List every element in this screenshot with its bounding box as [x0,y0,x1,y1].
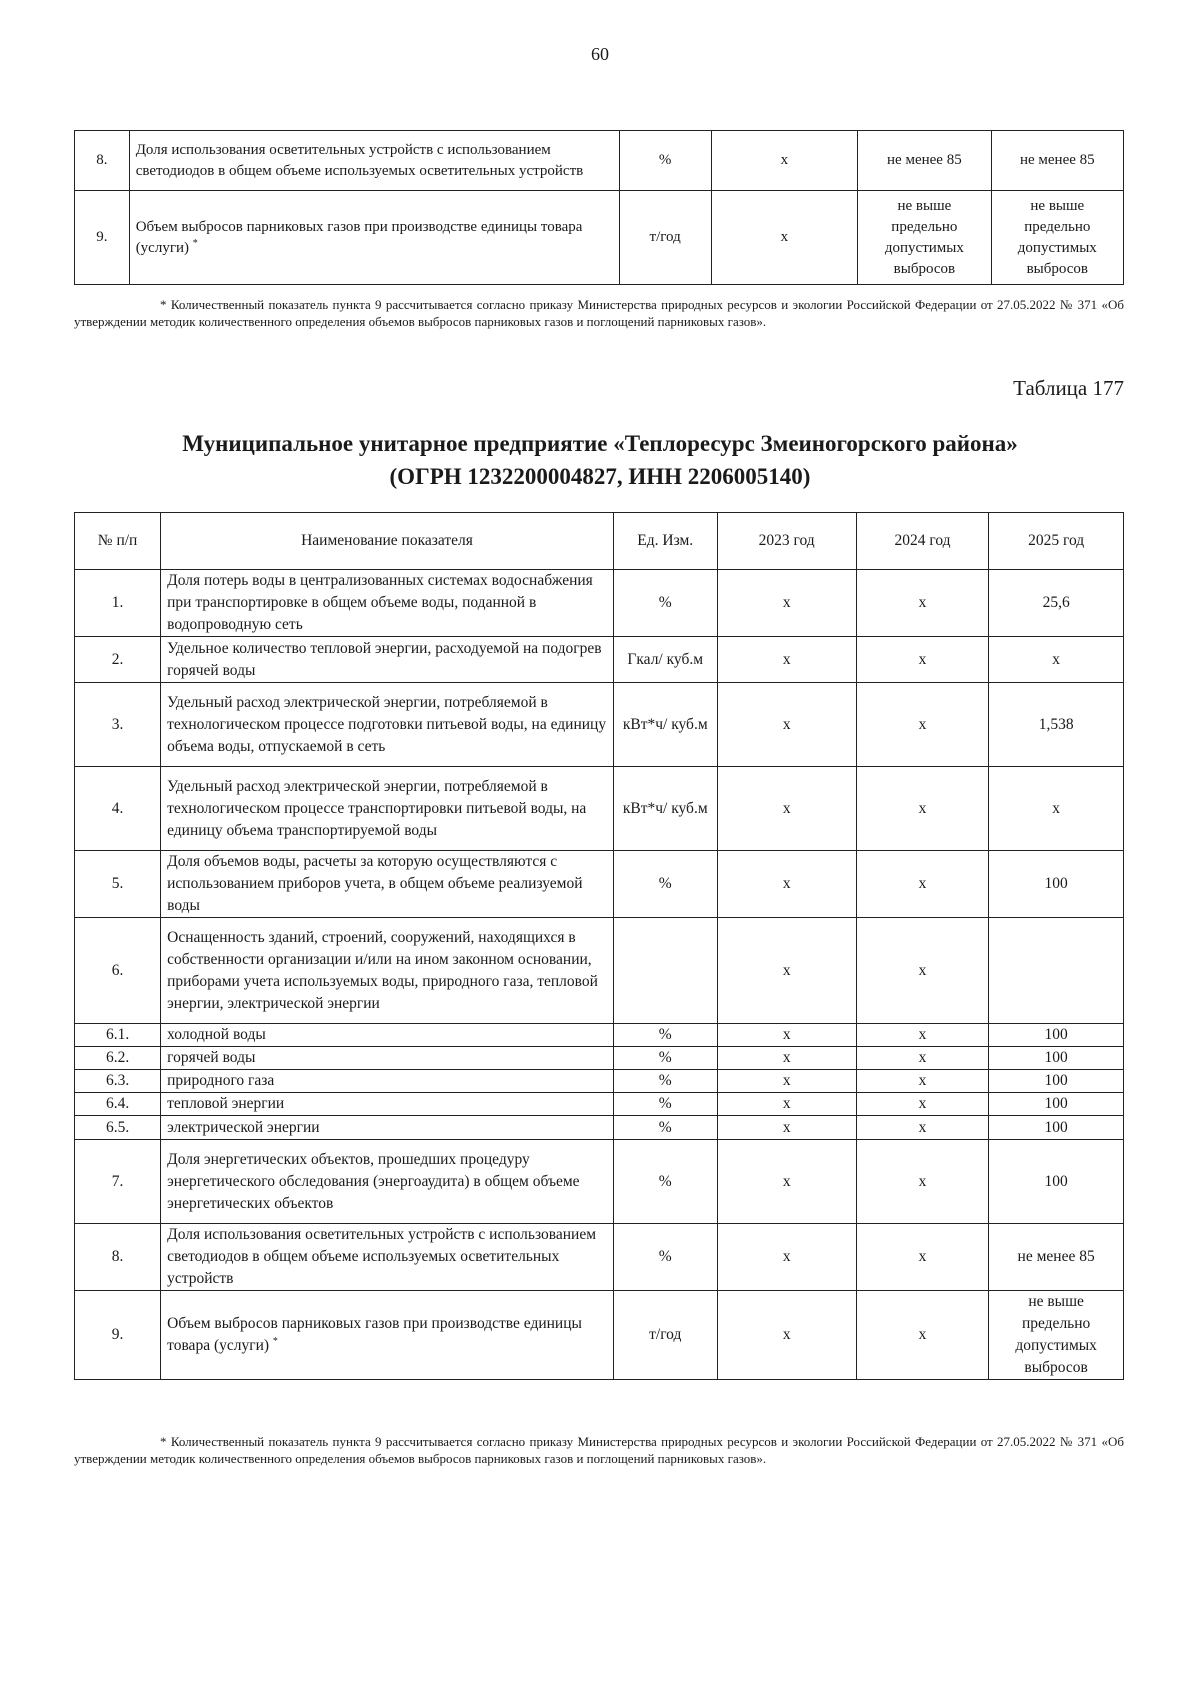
value-2024: не менее 85 [858,131,991,191]
value-2024: х [856,1140,989,1224]
value-2024: х [856,683,989,767]
indicator-name [161,1224,614,1291]
indicator-name-text: Доля объемов воды, расчеты за которую осуществляются с использованием приборов учета, в общем объеме реализуемой воды [167,853,583,914]
table-row [75,131,1124,191]
value-2024: х [856,918,989,1024]
value-2025: не выше предельно допустимых выбросов [989,1291,1124,1380]
unit-cell: % [613,851,717,918]
header-2025: 2025 год [989,513,1124,570]
row-number: 9. [75,191,130,285]
header-unit: Ед. Изм. [613,513,717,570]
unit-cell: % [613,1070,717,1093]
table-row [75,1291,1124,1380]
header-2024: 2024 год [856,513,989,570]
continued-table-body [75,131,1124,285]
indicator-name-text: электрической энергии [167,1118,320,1136]
table-row [75,1047,1124,1070]
value-2023: х [717,683,856,767]
value-2023: х [711,131,858,191]
indicator-name-text: Объем выбросов парниковых газов при производстве единицы товара (услуги) [167,1315,582,1354]
indicator-name-text: Доля потерь воды в централизованных системах водоснабжения при транспортировке в общем объеме воды, поданной в водопроводную сеть [167,572,593,633]
indicator-name-text: Удельное количество тепловой энергии, расходуемой на подогрев горячей воды [167,639,602,679]
indicator-name-text: Доля использования осветительных устройств с использованием светодиодов в общем объеме используемых осветительных устройств [135,141,584,179]
value-2023: х [717,1047,856,1070]
indicator-name [161,1116,614,1140]
table-row [75,637,1124,683]
table-row [75,1116,1124,1140]
value-2023: х [717,637,856,683]
indicator-name [161,1047,614,1070]
indicator-name [161,918,614,1024]
value-2024: х [856,1047,989,1070]
header-num: № п/п [75,513,161,570]
indicator-name [161,767,614,851]
value-2024: х [856,851,989,918]
organization-registration: (ОГРН 1232200004827, ИНН 2206005140) [389,464,811,489]
value-2023: х [717,1291,856,1380]
footnote: * Количественный показатель пункта 9 рассчитывается согласно приказу Министерства природных ресурсов и экологии Российской Федерации от 27.05.2022 № 371 «Об утверждении методик количественного определения объемов выбросов парниковых газов и поглощений парниковых газов». [74,297,1124,329]
indicator-name-text: холодной воды [167,1026,266,1043]
table-row [75,851,1124,918]
unit-cell: % [613,1047,717,1070]
unit-cell: % [613,570,717,637]
continued-indicators-table [74,130,1124,285]
indicator-name-text: Удельный расход электрической энергии, потребляемой в технологическом процессе транспортировки питьевой воды, на единицу объема транспортируемой воды [167,777,587,839]
indicator-name-text: Доля использования осветительных устройств с использованием светодиодов в общем объеме используемых осветительных устройств [167,1226,597,1287]
table-row [75,1140,1124,1224]
row-number: 8. [75,1224,161,1291]
row-number: 4. [75,767,161,851]
value-2025: х [989,637,1124,683]
value-2025 [989,918,1124,1024]
value-2025: 100 [989,1047,1124,1070]
indicator-name [129,131,619,191]
indicator-name [161,1140,614,1224]
value-2023: х [717,570,856,637]
header-2023: 2023 год [717,513,856,570]
row-number: 6.5. [75,1116,161,1140]
unit-cell: % [613,1116,717,1140]
row-number: 6.3. [75,1070,161,1093]
value-2025: 25,6 [989,570,1124,637]
value-2023: х [717,1140,856,1224]
header-name: Наименование показателя [161,513,614,570]
value-2024: х [856,637,989,683]
table-row [75,1070,1124,1093]
value-2025: 100 [989,1024,1124,1047]
unit-cell: т/год [613,1291,717,1380]
table-row [75,570,1124,637]
indicators-table [74,512,1124,1380]
value-2025: 100 [989,1116,1124,1140]
indicator-name [161,683,614,767]
table-label: Таблица 177 [1013,376,1124,400]
value-2024: х [856,1224,989,1291]
value-2024: х [856,1024,989,1047]
indicator-name [161,1070,614,1093]
table-row [75,1024,1124,1047]
table-row [75,191,1124,285]
row-number: 7. [75,1140,161,1224]
row-number: 6.4. [75,1093,161,1116]
value-2025: х [989,767,1124,851]
unit-cell: % [613,1093,717,1116]
unit-cell: т/год [619,191,711,285]
footnote-mark: * [272,1335,278,1347]
indicator-name-text: природного газа [167,1072,275,1089]
indicator-name [161,570,614,637]
row-number: 8. [75,131,130,191]
indicators-table-body [75,570,1124,1380]
value-2025: 100 [989,1070,1124,1093]
footnote-mark: * [192,237,198,249]
value-2025: 1,538 [989,683,1124,767]
indicator-name-text: Оснащенность зданий, строений, сооружений, находящихся в собственности организации и/или на ином законном основании, приборами учета используемых воды, природного газа, тепловой энергии, электрической энергии [167,928,598,1012]
table-row [75,918,1124,1024]
unit-cell [613,918,717,1024]
value-2024: х [856,767,989,851]
organization-name: Муниципальное унитарное предприятие «Теплоресурс Змеиногорского района» [182,431,1018,456]
value-2024: х [856,1093,989,1116]
unit-cell: кВт*ч/ куб.м [613,683,717,767]
indicator-name [161,1093,614,1116]
indicator-name [161,1291,614,1380]
indicator-name-text: Доля энергетических объектов, прошедших процедуру энергетического обследования (энергоаудита) в общем объеме энергетических объектов [167,1150,580,1212]
indicator-name [129,191,619,285]
indicator-name-text: горячей воды [167,1049,256,1066]
value-2025: не выше предельно допустимых выбросов [991,191,1123,285]
unit-cell: % [613,1024,717,1047]
table-row [75,1093,1124,1116]
value-2024: х [856,570,989,637]
value-2023: х [717,1024,856,1047]
value-2024: х [856,1291,989,1380]
row-number: 6. [75,918,161,1024]
indicator-name [161,1024,614,1047]
value-2025: не менее 85 [991,131,1123,191]
value-2023: х [717,1224,856,1291]
value-2024: х [856,1070,989,1093]
table-row [75,683,1124,767]
unit-cell: % [613,1224,717,1291]
row-number: 6.1. [75,1024,161,1047]
value-2023: х [717,918,856,1024]
value-2024: не выше предельно допустимых выбросов [858,191,991,285]
value-2025: 100 [989,1140,1124,1224]
unit-cell: % [619,131,711,191]
value-2023: х [717,1116,856,1140]
row-number: 9. [75,1291,161,1380]
row-number: 6.2. [75,1047,161,1070]
row-number: 5. [75,851,161,918]
row-number: 3. [75,683,161,767]
page-number: 60 [591,44,609,64]
value-2025: 100 [989,1093,1124,1116]
unit-cell: кВт*ч/ куб.м [613,767,717,851]
value-2024: х [856,1116,989,1140]
table-row [75,767,1124,851]
unit-cell: Гкал/ куб.м [613,637,717,683]
indicator-name [161,851,614,918]
table-row [75,1224,1124,1291]
footnote: * Количественный показатель пункта 9 рассчитывается согласно приказу Министерства природных ресурсов и экологии Российской Федерации от 27.05.2022 № 371 «Об утверждении методик количественного определения объемов выбросов парниковых газов и поглощений парниковых газов». [74,1434,1124,1466]
value-2025: не менее 85 [989,1224,1124,1291]
unit-cell: % [613,1140,717,1224]
table-header-row [75,513,1124,570]
indicator-name [161,637,614,683]
indicator-name-text: Объем выбросов парниковых газов при производстве единицы товара (услуги) [135,218,583,256]
indicator-name-text: Удельный расход электрической энергии, потребляемой в технологическом процессе подготовки питьевой воды, на единицу объема воды, отпускаемой в сеть [167,693,607,755]
value-2025: 100 [989,851,1124,918]
indicator-name-text: тепловой энергии [167,1095,285,1112]
organization-title [0,427,1200,493]
value-2023: х [711,191,858,285]
value-2023: х [717,1070,856,1093]
value-2023: х [717,851,856,918]
row-number: 2. [75,637,161,683]
value-2023: х [717,1093,856,1116]
value-2023: х [717,767,856,851]
row-number: 1. [75,570,161,637]
